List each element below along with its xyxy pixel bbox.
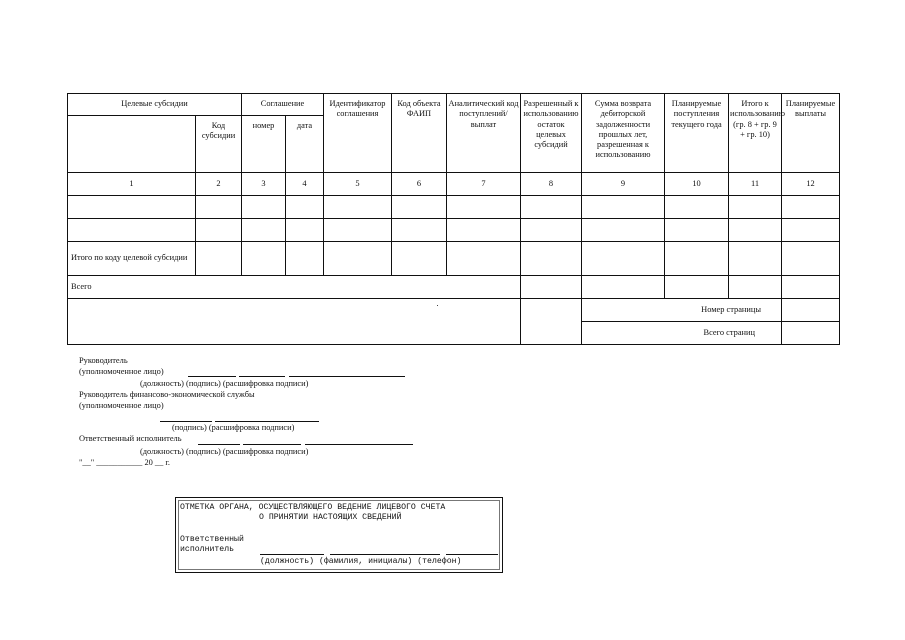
header-planned-receipts: Планируемые поступления текущего года [665,94,729,173]
scan-speck [437,305,438,306]
page-number-value[interactable] [782,299,840,322]
subsidy-info-table [67,93,840,345]
column-number: 4 [286,173,324,196]
table-cell[interactable] [782,196,840,219]
table-cell[interactable] [447,196,521,219]
table-cell[interactable] [665,219,729,242]
subtotal-label: Итого по коду целевой субсидии [68,242,196,276]
head-title: Руководитель [79,356,128,365]
table-cell[interactable] [392,196,447,219]
table-cell[interactable] [665,196,729,219]
table-cell[interactable] [286,196,324,219]
finance-title: Руководитель финансово-экономической службы [79,390,255,399]
page-number-label: Номер страницы [582,299,782,322]
stamp-captions: (должность) (фамилия, инициалы) (телефон) [260,557,462,566]
table-cell[interactable] [196,242,242,276]
head-captions: (должность) (подпись) (расшифровка подписи) [140,379,309,388]
stamp-phone-line[interactable] [446,554,498,555]
header-agreement-number: номер [242,116,286,173]
column-number: 7 [447,173,521,196]
table-cell[interactable] [782,242,840,276]
table-cell[interactable] [582,196,665,219]
table-cell[interactable] [782,276,840,299]
executor-signature-line[interactable] [243,444,301,445]
table-cell[interactable] [68,196,196,219]
column-number: 6 [392,173,447,196]
executor-title: Ответственный исполнитель [79,434,182,443]
table-cell[interactable] [729,196,782,219]
table-cell[interactable] [324,242,392,276]
table-cell[interactable] [324,196,392,219]
table-cell[interactable] [582,242,665,276]
column-number: 10 [665,173,729,196]
table-cell[interactable] [582,219,665,242]
table-cell[interactable] [782,219,840,242]
header-faip-object-code: Код объекта ФАИП [392,94,447,173]
header-target-subsidies-blank [68,116,196,173]
table-cell[interactable] [665,242,729,276]
table-cell[interactable] [521,196,582,219]
header-receivables-return: Сумма возврата дебиторской задолженности прошлых лет, разрешенная к использованию [582,94,665,173]
stamp-name-line[interactable] [330,554,440,555]
total-pages-row [68,322,840,345]
stamp-position-line[interactable] [260,554,324,555]
table-cell[interactable] [242,196,286,219]
column-number: 5 [324,173,392,196]
table-cell[interactable] [392,242,447,276]
table-cell[interactable] [665,276,729,299]
column-number: 9 [582,173,665,196]
table-cell[interactable] [196,219,242,242]
table-cell[interactable] [68,219,196,242]
table-row [68,219,840,242]
stamp-executor-line2: исполнитель [180,545,235,554]
executor-name-line[interactable] [305,444,413,445]
table-cell[interactable] [196,196,242,219]
header-agreement-identifier: Идентификатор соглашения [324,94,392,173]
table-cell[interactable] [447,219,521,242]
header-total-for-use: Итого к использованию (гр. 8 + гр. 9 + гр. 10) [729,94,782,173]
table-cell[interactable] [242,242,286,276]
table-cell[interactable] [286,242,324,276]
head-subtitle: (уполномоченное лицо) [79,367,164,376]
subtotal-row [68,242,840,276]
table-cell[interactable] [324,219,392,242]
table-cell[interactable] [729,276,782,299]
head-position-line[interactable] [188,376,236,377]
head-signature-line[interactable] [239,376,285,377]
column-number: 8 [521,173,582,196]
table-cell[interactable] [286,219,324,242]
table-cell[interactable] [521,219,582,242]
stamp-executor-line1: Ответственный [180,535,244,544]
total-pages-value[interactable] [782,322,840,345]
stamp-title-line2: О ПРИНЯТИИ НАСТОЯЩИХ СВЕДЕНИЙ [259,513,402,522]
finance-captions: (подпись) (расшифровка подписи) [172,423,295,432]
page-number-row [68,299,840,322]
table-cell[interactable] [729,242,782,276]
finance-subtitle: (уполномоченное лицо) [79,401,164,410]
footer-blank [68,322,521,345]
table-cell[interactable] [582,276,665,299]
column-number: 12 [782,173,840,196]
stamp-title-line1: ОТМЕТКА ОРГАНА, ОСУЩЕСТВЛЯЮЩЕГО ВЕДЕНИЕ ЛИЦЕВОГО СЧЕТА [180,503,446,512]
header-target-subsidies: Целевые субсидии [68,94,242,116]
table-cell[interactable] [242,219,286,242]
footer-blank [68,299,521,322]
table-cell[interactable] [729,219,782,242]
header-agreement: Соглашение [242,94,324,116]
header-subsidy-code: Код субсидии [196,116,242,173]
table-row [68,196,840,219]
finance-signature-line[interactable] [160,421,212,422]
executor-captions: (должность) (подпись) (расшифровка подписи) [140,447,309,456]
header-allowed-balance: Разрешенный к использованию остаток целевых субсидий [521,94,582,173]
footer-blank [521,322,582,345]
finance-name-line[interactable] [215,421,319,422]
table-cell[interactable] [392,219,447,242]
column-number: 11 [729,173,782,196]
header-planned-payments: Планируемые выплаты [782,94,840,173]
total-row [68,276,840,299]
date-line: "__" ___________ 20 __ г. [79,458,170,467]
column-number: 2 [196,173,242,196]
footer-blank [521,299,582,322]
total-label: Всего [68,276,521,299]
table-cell[interactable] [447,242,521,276]
table-cell[interactable] [521,242,582,276]
header-analytic-code: Аналитический код поступлений/ выплат [447,94,521,173]
total-pages-label: Всего страниц [582,322,782,345]
header-agreement-date: дата [286,116,324,173]
column-number: 1 [68,173,196,196]
executor-position-line[interactable] [198,444,240,445]
head-name-line[interactable] [289,376,405,377]
table-cell[interactable] [521,276,582,299]
column-number: 3 [242,173,286,196]
